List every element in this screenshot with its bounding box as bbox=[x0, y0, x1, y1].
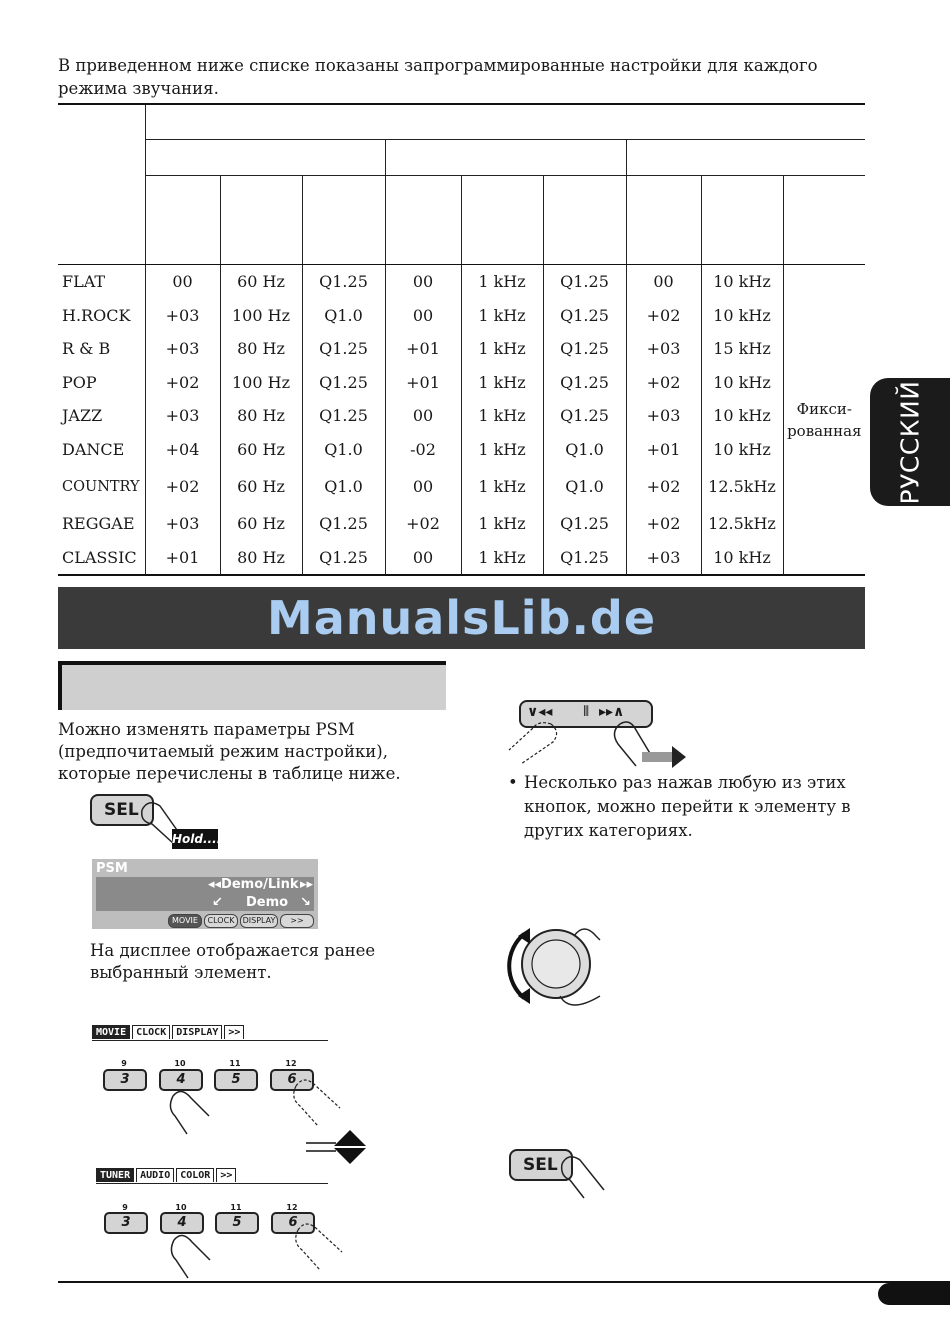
divider-icon: ⦀ bbox=[583, 704, 590, 720]
mode-name: FLAT bbox=[62, 272, 106, 292]
preset-button-6[interactable]: 6 bbox=[271, 1212, 315, 1234]
tabbar-top bbox=[92, 1025, 246, 1039]
lcd-line1-right: ▸▸ bbox=[300, 877, 314, 892]
cell-value: 10 kHz bbox=[701, 299, 783, 333]
cell-value: 60 Hz bbox=[220, 507, 302, 541]
cell-value: Q1.25 bbox=[302, 399, 385, 433]
cell-value: +02 bbox=[626, 507, 701, 541]
arrow-right-icon bbox=[642, 746, 688, 768]
psm-line-1: Можно изменять параметры PSM bbox=[58, 720, 355, 739]
lcd-pill-clock: CLOCK bbox=[204, 914, 238, 928]
finger-icon bbox=[166, 1232, 216, 1280]
cell-value: 10 kHz bbox=[701, 366, 783, 400]
tab-clock: CLOCK bbox=[132, 1025, 170, 1039]
lcd-pill-next: >> bbox=[280, 914, 314, 928]
cell-value: 1 kHz bbox=[461, 466, 543, 507]
tab-movie: MOVIE bbox=[92, 1025, 130, 1039]
display-line-1: На дисплее отображается ранее bbox=[90, 941, 376, 960]
cell-value: 100 Hz bbox=[220, 366, 302, 400]
cell-value: 60 Hz bbox=[220, 466, 302, 507]
lcd-arrow-right-icon: ↘ bbox=[300, 895, 311, 910]
bullet-dot: • bbox=[508, 773, 518, 792]
cell-value: Q1.0 bbox=[302, 299, 385, 333]
cell-value: +03 bbox=[145, 299, 220, 333]
cell-value: +03 bbox=[626, 541, 701, 576]
cell-value: +01 bbox=[385, 366, 461, 400]
cell-value: +03 bbox=[145, 399, 220, 433]
cell-value: +02 bbox=[145, 366, 220, 400]
preset-button-4[interactable]: 4 bbox=[160, 1212, 204, 1234]
cell-value: Q1.25 bbox=[543, 265, 626, 299]
cell-value: 60 Hz bbox=[220, 265, 302, 299]
btn-num: 10 bbox=[174, 1059, 186, 1068]
cell-value: Q1.0 bbox=[543, 433, 626, 467]
control-dial-icon[interactable] bbox=[500, 918, 610, 1018]
cell-value: +02 bbox=[145, 466, 220, 507]
mode-name: JAZZ bbox=[62, 406, 103, 426]
cell-value: 80 Hz bbox=[220, 399, 302, 433]
table-row bbox=[58, 507, 865, 541]
up-down-arrow-icon bbox=[306, 1128, 368, 1166]
btn-num: 11 bbox=[229, 1059, 241, 1068]
cell-value: +01 bbox=[385, 332, 461, 366]
preset-button-3[interactable]: 3 bbox=[104, 1212, 148, 1234]
btn-num: 11 bbox=[230, 1203, 242, 1212]
lcd-panel bbox=[96, 877, 314, 911]
intro-text: В приведенном ниже списке показаны запрограммированные настройки для каждого режима звучания. bbox=[58, 56, 818, 98]
header-row-2 bbox=[58, 140, 865, 176]
language-label: РУССКИЙ bbox=[895, 380, 925, 504]
cell-value: 100 Hz bbox=[220, 299, 302, 333]
cell-value: 1 kHz bbox=[461, 366, 543, 400]
mode-name: POP bbox=[62, 372, 97, 392]
tab-color: COLOR bbox=[176, 1168, 214, 1182]
lcd-line1: ◂◂Demo/Link bbox=[208, 877, 299, 892]
cell-value: 00 bbox=[385, 466, 461, 507]
sound-mode-table bbox=[58, 103, 865, 576]
finger-dashed-icon bbox=[505, 718, 565, 768]
tab-display: DISPLAY bbox=[172, 1025, 222, 1039]
psm-display bbox=[92, 859, 318, 929]
cell-value: Q1.0 bbox=[302, 466, 385, 507]
cell-value: 1 kHz bbox=[461, 541, 543, 576]
preset-button-6[interactable]: 6 bbox=[270, 1069, 314, 1091]
preset-button-5[interactable]: 5 bbox=[214, 1069, 258, 1091]
cell-value: 10 kHz bbox=[701, 541, 783, 576]
cell-value: 00 bbox=[385, 541, 461, 576]
cell-value: +03 bbox=[145, 332, 220, 366]
watermark-banner bbox=[58, 587, 865, 649]
btn-num: 9 bbox=[122, 1203, 128, 1212]
cell-value: 60 Hz bbox=[220, 433, 302, 467]
cell-value: +03 bbox=[145, 507, 220, 541]
table-row bbox=[58, 299, 865, 333]
mode-name: COUNTRY bbox=[62, 478, 140, 495]
cell-value: Q1.25 bbox=[302, 332, 385, 366]
lcd-title: PSM bbox=[96, 861, 128, 876]
fixed-line-2: рованная bbox=[787, 421, 862, 440]
cell-value: Q1.0 bbox=[543, 466, 626, 507]
table-row bbox=[58, 332, 865, 366]
cell-value: +02 bbox=[385, 507, 461, 541]
cell-value: Q1.25 bbox=[543, 366, 626, 400]
section-header-box bbox=[58, 661, 446, 710]
cell-value: +02 bbox=[626, 366, 701, 400]
display-description bbox=[90, 940, 450, 984]
lcd-line2: Demo bbox=[246, 895, 289, 910]
lcd-arrow-left-icon: ↙ bbox=[212, 895, 223, 910]
cell-value: 00 bbox=[626, 265, 701, 299]
header-row-1 bbox=[58, 104, 865, 140]
cell-value: 00 bbox=[145, 265, 220, 299]
mode-name: DANCE bbox=[62, 439, 125, 459]
cell-value: Q1.25 bbox=[543, 541, 626, 576]
cell-value: 1 kHz bbox=[461, 265, 543, 299]
lcd-pill-display: DISPLAY bbox=[240, 914, 278, 928]
language-tab bbox=[870, 378, 950, 506]
mode-name: REGGAE bbox=[62, 514, 135, 534]
table-row bbox=[58, 433, 865, 467]
tabbar-bottom bbox=[96, 1168, 238, 1182]
cell-value: -02 bbox=[385, 433, 461, 467]
footer-line bbox=[58, 1281, 950, 1283]
mode-name: H.ROCK bbox=[62, 305, 131, 325]
mode-name: R & B bbox=[62, 339, 111, 359]
cell-value: 00 bbox=[385, 299, 461, 333]
table-row bbox=[58, 466, 865, 507]
cell-value: 10 kHz bbox=[701, 433, 783, 467]
btn-num: 10 bbox=[175, 1203, 187, 1212]
cell-value: 10 kHz bbox=[701, 399, 783, 433]
btn-num: 12 bbox=[286, 1203, 298, 1212]
cell-value: 00 bbox=[385, 399, 461, 433]
table-row bbox=[58, 366, 865, 400]
cell-value: Q1.25 bbox=[302, 541, 385, 576]
cell-value: Q1.25 bbox=[302, 366, 385, 400]
cell-value: 80 Hz bbox=[220, 541, 302, 576]
preset-button-3[interactable]: 3 bbox=[103, 1069, 147, 1091]
psm-line-2: (предпочитаемый режим настройки), bbox=[58, 742, 388, 761]
preset-button-4[interactable]: 4 bbox=[159, 1069, 203, 1091]
cell-value: +02 bbox=[626, 299, 701, 333]
table-row bbox=[58, 399, 865, 433]
cell-value: +01 bbox=[145, 541, 220, 576]
cell-value: Q1.25 bbox=[543, 399, 626, 433]
psm-description bbox=[58, 719, 448, 785]
cell-value: Q1.0 bbox=[302, 433, 385, 467]
finger-dashed-icon bbox=[292, 1218, 348, 1274]
hold-label: Hold.... bbox=[172, 829, 218, 849]
fixed-line-1: Фикси- bbox=[796, 399, 852, 418]
tab-audio: AUDIO bbox=[136, 1168, 174, 1182]
mode-name: CLASSIC bbox=[58, 541, 145, 576]
cell-value: Q1.25 bbox=[543, 507, 626, 541]
cell-value: Q1.25 bbox=[543, 299, 626, 333]
cell-value: 1 kHz bbox=[461, 507, 543, 541]
cell-value: +04 bbox=[145, 433, 220, 467]
cell-value: +03 bbox=[626, 332, 701, 366]
bullet-text: Несколько раз нажав любую из этих кнопок, можно перейти к элементу в других категориях. bbox=[524, 773, 851, 840]
finger-icon bbox=[165, 1088, 215, 1136]
cell-value: 12.5kHz bbox=[701, 466, 783, 507]
seek-left-icon: ∨◂◂ bbox=[527, 704, 553, 720]
cell-value: +01 bbox=[626, 433, 701, 467]
cell-value: 15 kHz bbox=[701, 332, 783, 366]
tab-tuner: TUNER bbox=[96, 1168, 134, 1182]
cell-value: 80 Hz bbox=[220, 332, 302, 366]
fixed-cell bbox=[783, 265, 865, 576]
finger-icon bbox=[558, 1150, 608, 1200]
cell-value: +02 bbox=[626, 466, 701, 507]
cell-value: 1 kHz bbox=[461, 433, 543, 467]
cell-value: 00 bbox=[385, 265, 461, 299]
cell-value: 1 kHz bbox=[461, 299, 543, 333]
btn-num: 12 bbox=[285, 1059, 297, 1068]
cell-value: 12.5kHz bbox=[701, 507, 783, 541]
watermark-text: ManualsLib.de bbox=[266, 591, 657, 645]
cell-value: +03 bbox=[626, 399, 701, 433]
psm-line-3: которые перечислены в таблице ниже. bbox=[58, 764, 401, 783]
finger-dashed-icon bbox=[290, 1074, 346, 1130]
btn-num: 9 bbox=[121, 1059, 127, 1068]
sel-button[interactable]: SEL bbox=[90, 794, 154, 826]
cell-value: Q1.25 bbox=[302, 507, 385, 541]
display-line-2: выбранный элемент. bbox=[90, 963, 272, 982]
table-row bbox=[58, 541, 865, 576]
cell-value: Q1.25 bbox=[543, 332, 626, 366]
table-row bbox=[58, 265, 865, 299]
sel-button-bottom[interactable]: SEL bbox=[509, 1149, 573, 1181]
header-row-3 bbox=[58, 176, 865, 265]
page-tab bbox=[878, 1283, 950, 1305]
cell-value: 1 kHz bbox=[461, 399, 543, 433]
cell-value: Q1.25 bbox=[302, 265, 385, 299]
cell-value: 1 kHz bbox=[461, 332, 543, 366]
lcd-pill-movie: MOVIE bbox=[168, 914, 202, 928]
seek-right-icon: ▸▸∧ bbox=[599, 704, 625, 720]
cell-value: 10 kHz bbox=[701, 265, 783, 299]
tab-next: >> bbox=[224, 1025, 244, 1039]
tab-next: >> bbox=[216, 1168, 236, 1182]
preset-button-5[interactable]: 5 bbox=[215, 1212, 259, 1234]
